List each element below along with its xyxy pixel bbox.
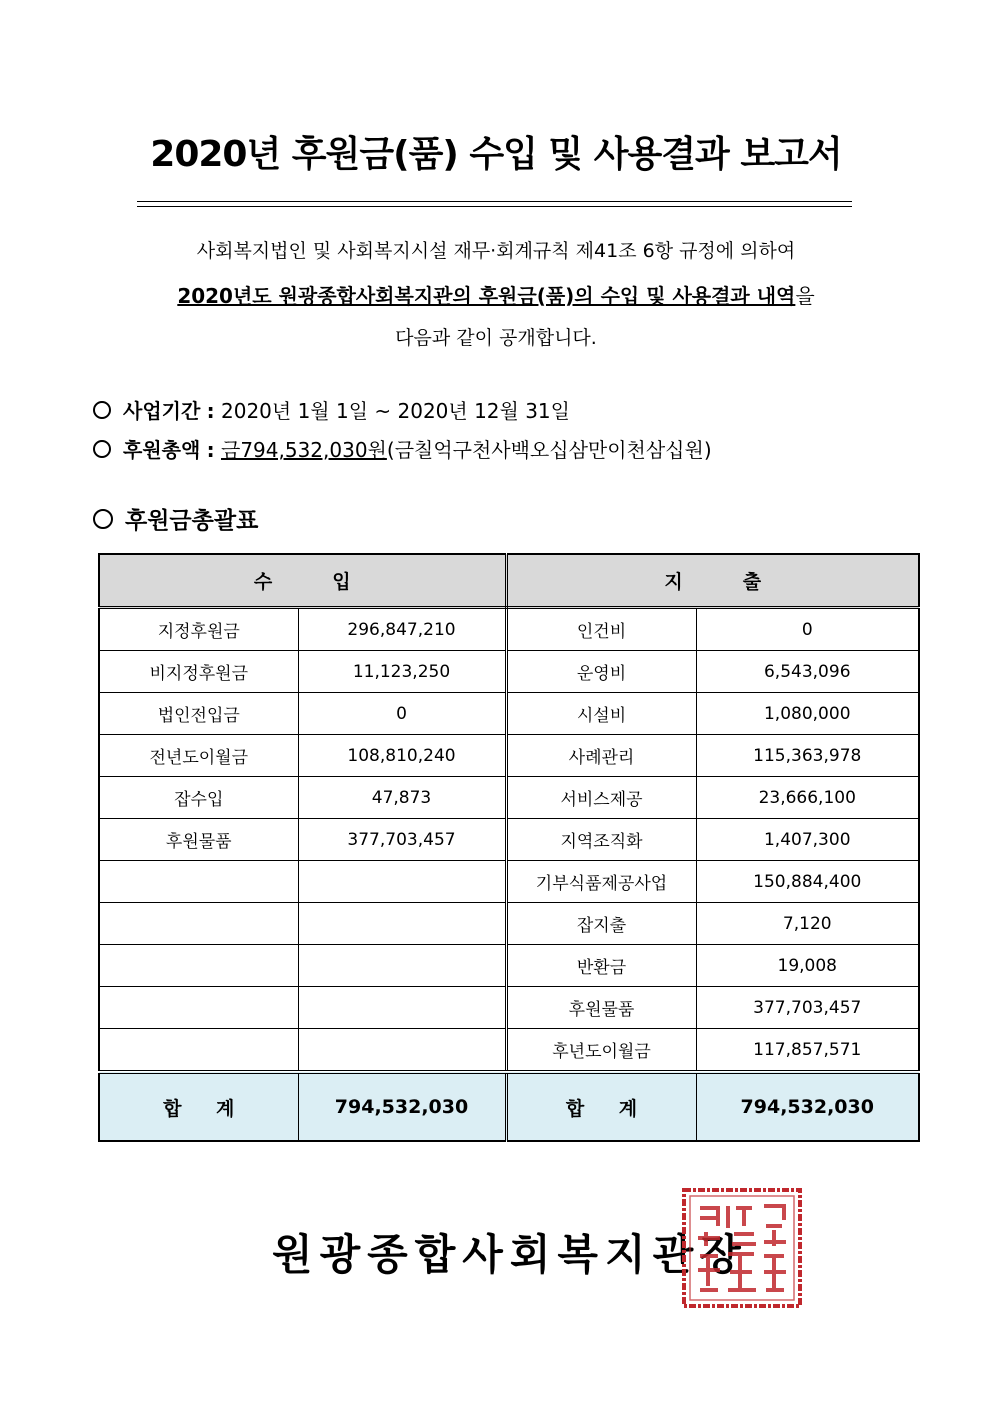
table-row (99, 819, 919, 861)
total-label: 후원총액 (123, 438, 201, 462)
income-amount-cell: 377,703,457 (298, 819, 506, 861)
period-value: 2020년 1월 1일 ~ 2020년 12월 31일 (221, 399, 570, 423)
expense-amount-cell: 19,008 (696, 945, 919, 987)
expense-total-value: 794,532,030 (696, 1072, 919, 1141)
expense-amount-cell: 0 (696, 608, 919, 651)
table-row (99, 693, 919, 735)
intro-line-2-tail: 을 (795, 284, 815, 308)
donation-summary-table (98, 553, 920, 1142)
expense-item-cell: 기부식품제공사업 (506, 861, 696, 903)
income-amount-cell: 0 (298, 693, 506, 735)
expense-item-cell: 후년도이월금 (506, 1029, 696, 1073)
income-amount-cell (298, 861, 506, 903)
expense-item-cell: 시설비 (506, 693, 696, 735)
expense-amount-cell: 7,120 (696, 903, 919, 945)
section-title (93, 502, 258, 535)
income-item-cell: 지정후원금 (99, 608, 298, 651)
official-seal (680, 1186, 804, 1310)
expense-item-cell: 운영비 (506, 651, 696, 693)
intro-line-3: 다음과 같이 공개합니다. (395, 327, 597, 349)
table-row (99, 987, 919, 1029)
income-item-cell (99, 987, 298, 1029)
title-rule-top (137, 201, 852, 202)
income-item-cell: 비지정후원금 (99, 651, 298, 693)
income-item-cell: 후원물품 (99, 819, 298, 861)
table-row (99, 945, 919, 987)
expense-item-cell: 지역조직화 (506, 819, 696, 861)
circle-bullet-icon (93, 440, 111, 458)
table-row (99, 861, 919, 903)
income-amount-cell (298, 945, 506, 987)
period-sep: : (206, 399, 215, 423)
total-amount: 금794,532,030원 (221, 438, 387, 462)
income-amount-cell (298, 987, 506, 1029)
table-row (99, 777, 919, 819)
expense-amount-cell: 1,080,000 (696, 693, 919, 735)
period-line (93, 395, 570, 424)
income-amount-cell (298, 903, 506, 945)
title-rule-bottom (137, 206, 852, 207)
expense-item-cell: 잡지출 (506, 903, 696, 945)
expense-total-label: 합 계 (506, 1072, 696, 1141)
income-header: 수입 (99, 554, 506, 608)
total-in-words: (금칠억구천사백오십삼만이천삼십원) (386, 438, 712, 462)
income-item-cell: 법인전입금 (99, 693, 298, 735)
expense-item-cell: 사례관리 (506, 735, 696, 777)
expense-amount-cell: 117,857,571 (696, 1029, 919, 1073)
expense-amount-cell: 6,543,096 (696, 651, 919, 693)
income-item-cell: 전년도이월금 (99, 735, 298, 777)
table-row (99, 735, 919, 777)
expense-amount-cell: 150,884,400 (696, 861, 919, 903)
expense-item-cell: 후원물품 (506, 987, 696, 1029)
section-title-text: 후원금총괄표 (125, 508, 259, 534)
table-row (99, 1029, 919, 1073)
income-item-cell (99, 1029, 298, 1073)
expense-amount-cell: 115,363,978 (696, 735, 919, 777)
income-amount-cell: 108,810,240 (298, 735, 506, 777)
income-item-cell (99, 861, 298, 903)
total-sep: : (206, 438, 215, 462)
expense-item-cell: 서비스제공 (506, 777, 696, 819)
income-item-cell: 잡수입 (99, 777, 298, 819)
intro-line-2-main: 2020년도 원광종합사회복지관의 후원금(품)의 수입 및 사용결과 내역 (177, 284, 796, 308)
period-label: 사업기간 (123, 399, 201, 423)
total-line (93, 434, 712, 463)
signature: 원광종합사회복지관장 (272, 1230, 748, 1279)
income-amount-cell: 47,873 (298, 777, 506, 819)
expense-amount-cell: 377,703,457 (696, 987, 919, 1029)
intro-line-2 (0, 280, 992, 309)
expense-item-cell: 인건비 (506, 608, 696, 651)
expense-amount-cell: 23,666,100 (696, 777, 919, 819)
circle-bullet-icon (93, 401, 111, 419)
income-amount-cell: 11,123,250 (298, 651, 506, 693)
intro-line-1: 사회복지법인 및 사회복지시설 재무·회계규칙 제41조 6항 규정에 의하여 (196, 240, 796, 262)
income-amount-cell: 296,847,210 (298, 608, 506, 651)
table-row (99, 608, 919, 651)
income-amount-cell (298, 1029, 506, 1073)
income-item-cell (99, 903, 298, 945)
table-row (99, 903, 919, 945)
expense-header: 지출 (506, 554, 919, 608)
income-total-value: 794,532,030 (298, 1072, 506, 1141)
circle-bullet-icon (93, 509, 113, 529)
income-item-cell (99, 945, 298, 987)
table-row (99, 651, 919, 693)
expense-amount-cell: 1,407,300 (696, 819, 919, 861)
income-total-label: 합 계 (99, 1072, 298, 1141)
expense-item-cell: 반환금 (506, 945, 696, 987)
document-title: 2020년 후원금(품) 수입 및 사용결과 보고서 (150, 134, 842, 175)
